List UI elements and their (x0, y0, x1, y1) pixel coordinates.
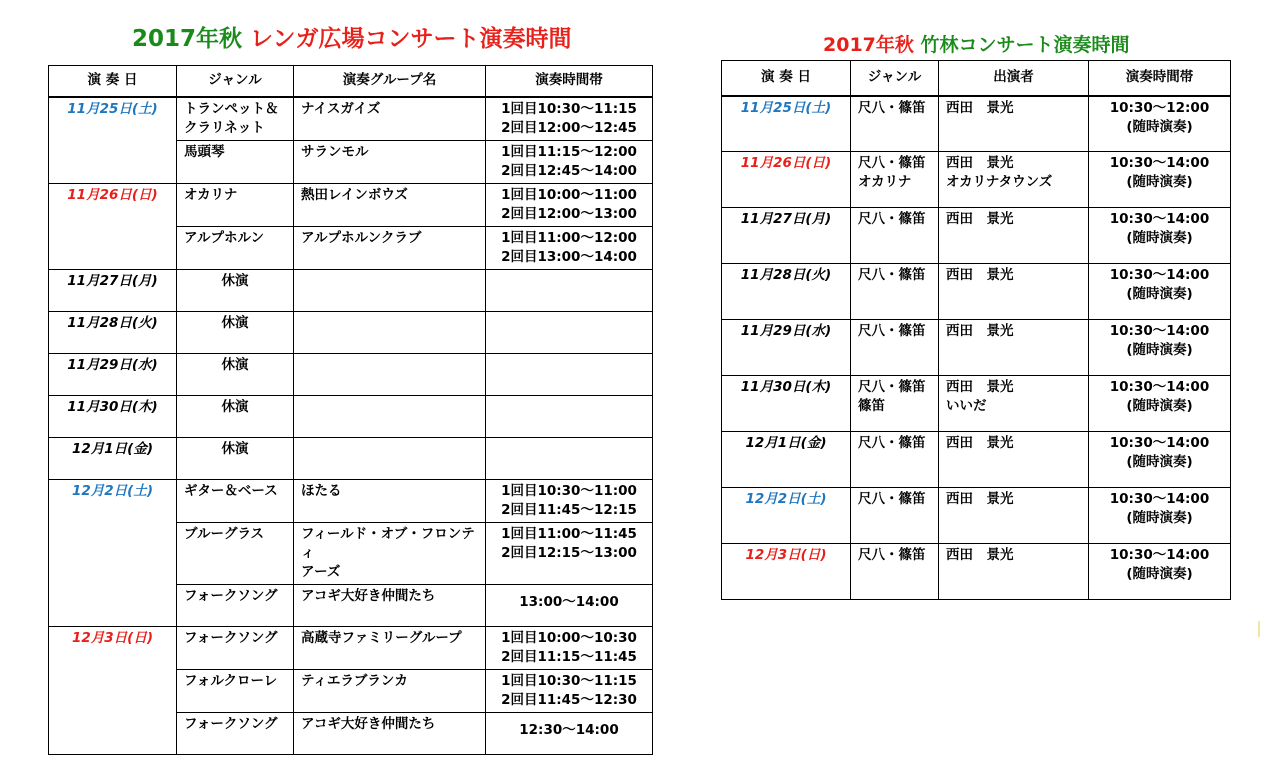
genre-cell (177, 712, 294, 754)
time-cell (486, 626, 653, 669)
time-cell (486, 140, 653, 183)
time-line: 10:30～14:00 (1109, 379, 1210, 395)
time-line: (随時演奏) (1126, 342, 1193, 358)
genre-line: オカリナ (184, 186, 238, 203)
table-row (722, 208, 1231, 264)
genre-line: 尺八・篠笛 (858, 211, 926, 227)
genre-line: 尺八・篠笛 (858, 547, 926, 563)
date-cell: 12月3日(日) (722, 544, 851, 600)
table-row (722, 488, 1231, 544)
genre-line: ブルーグラス (184, 525, 265, 542)
genre-cell (177, 97, 294, 141)
performer-cell (939, 320, 1089, 376)
genre-line: 馬頭琴 (184, 143, 225, 160)
genre-line: フォークソング (184, 587, 278, 604)
time-line: 1回目11:15～12:00 (501, 143, 637, 160)
genre-cell (851, 488, 939, 544)
time-cell (486, 226, 653, 269)
time-line: 10:30～14:00 (1109, 435, 1210, 451)
genre-cell (851, 320, 939, 376)
performer-cell (939, 376, 1089, 432)
group-cell (294, 522, 486, 584)
performer-cell (939, 96, 1089, 152)
time-cell (486, 522, 653, 584)
time-line: (随時演奏) (1126, 510, 1193, 526)
time-cell (1089, 208, 1231, 264)
group-cell (294, 311, 486, 353)
left-title-text: レンガ広場コンサート演奏時間 (250, 26, 572, 52)
time-line: 10:30～14:00 (1109, 491, 1210, 507)
performer-line: 西田 景光 (946, 211, 1014, 227)
time-line: 10:30～14:00 (1109, 155, 1210, 171)
group-cell (294, 97, 486, 141)
table-row (49, 97, 653, 141)
time-line: 12:30～14:00 (519, 721, 619, 738)
performer-cell (939, 432, 1089, 488)
time-line: (随時演奏) (1126, 174, 1193, 190)
rest-cell: 休演 (177, 437, 294, 479)
time-line: 10:30～14:00 (1109, 547, 1210, 563)
group-cell (294, 669, 486, 712)
genre-line: 尺八・篠笛 (858, 491, 926, 507)
time-cell (486, 269, 653, 311)
group-cell (294, 712, 486, 754)
column-header: 出演者 (939, 61, 1089, 96)
rest-cell: 休演 (177, 353, 294, 395)
right-title-year: 2017年秋 (823, 34, 914, 56)
time-cell (1089, 320, 1231, 376)
time-line: 2回目11:45～12:15 (501, 501, 637, 518)
genre-line: クラリネット (184, 119, 265, 136)
time-cell (486, 97, 653, 141)
genre-cell (851, 432, 939, 488)
genre-line: 尺八・篠笛 (858, 323, 926, 339)
date-cell: 11月26日(日) (49, 183, 177, 269)
time-line: (随時演奏) (1126, 230, 1193, 246)
group-line: アルプホルンクラブ (301, 229, 422, 246)
rest-cell: 休演 (177, 395, 294, 437)
date-cell: 12月2日(土) (722, 488, 851, 544)
genre-cell (177, 183, 294, 226)
time-line: 13:00～14:00 (519, 593, 619, 610)
genre-cell (851, 264, 939, 320)
genre-cell (851, 544, 939, 600)
table-row (49, 479, 653, 522)
genre-line: フォルクローレ (184, 672, 278, 689)
table-row (49, 353, 653, 395)
right-schedule-title (823, 30, 1130, 57)
date-cell: 12月3日(日) (49, 626, 177, 754)
left-title-year: 2017年秋 (132, 26, 243, 52)
date-cell: 12月1日(金) (49, 437, 177, 479)
right-title-text: 竹林コンサート演奏時間 (920, 34, 1130, 56)
performer-line: 西田 景光 (946, 491, 1014, 507)
date-cell: 11月29日(水) (49, 353, 177, 395)
time-cell (486, 437, 653, 479)
rest-cell: 休演 (177, 269, 294, 311)
performer-cell (939, 208, 1089, 264)
time-line: 2回目11:15～11:45 (501, 648, 637, 665)
table-row (49, 311, 653, 353)
group-line: ナイスガイズ (301, 100, 381, 117)
time-cell (486, 353, 653, 395)
time-line: 1回目10:30～11:15 (501, 100, 637, 117)
genre-cell (177, 522, 294, 584)
time-line: (随時演奏) (1126, 118, 1193, 135)
table-row (722, 432, 1231, 488)
date-cell: 12月2日(土) (49, 479, 177, 626)
group-line: アコギ大好き仲間たち (301, 587, 436, 604)
group-line: フィールド・オブ・フロンティ (301, 525, 475, 561)
column-header: 演奏時間帯 (1089, 61, 1231, 96)
genre-line: ギター＆ベース (184, 482, 278, 499)
genre-line: 尺八・篠笛 (858, 379, 926, 395)
genre-cell (177, 669, 294, 712)
decorative-mark (1258, 621, 1260, 637)
genre-line: トランペット＆ (184, 100, 279, 117)
time-cell (1089, 264, 1231, 320)
date-cell: 11月29日(水) (722, 320, 851, 376)
group-cell (294, 226, 486, 269)
date-cell: 11月30日(木) (49, 395, 177, 437)
time-cell (486, 712, 653, 754)
genre-cell (851, 376, 939, 432)
time-cell (1089, 152, 1231, 208)
time-cell (486, 584, 653, 626)
genre-line: オカリナ (858, 174, 912, 190)
genre-cell (851, 96, 939, 152)
time-line: 10:30～12:00 (1109, 99, 1210, 116)
time-line: 1回目11:00～12:00 (501, 229, 637, 246)
genre-line: フォークソング (184, 629, 278, 646)
group-cell (294, 183, 486, 226)
time-cell (486, 669, 653, 712)
group-line: サランモル (301, 143, 369, 160)
time-cell (1089, 544, 1231, 600)
time-line: 1回目10:00～10:30 (501, 629, 637, 646)
performer-line: 西田 景光 (946, 323, 1014, 339)
date-cell: 11月25日(土) (722, 96, 851, 152)
time-cell (1089, 376, 1231, 432)
time-line: 10:30～14:00 (1109, 267, 1210, 283)
group-cell (294, 437, 486, 479)
performer-line: 西田 景光 (946, 435, 1014, 451)
group-cell (294, 584, 486, 626)
time-line: 10:30～14:00 (1109, 211, 1210, 227)
time-cell (1089, 488, 1231, 544)
table-row (49, 437, 653, 479)
renga-square-schedule-table (48, 65, 653, 755)
column-header: ジャンル (851, 61, 939, 96)
performer-line: 西田 景光 (946, 99, 1014, 116)
genre-line: 尺八・篠笛 (858, 155, 926, 171)
group-line: ティエラブランカ (301, 672, 408, 689)
performer-cell (939, 544, 1089, 600)
time-line: (随時演奏) (1126, 286, 1193, 302)
genre-cell (851, 208, 939, 264)
time-cell (486, 479, 653, 522)
group-line: アコギ大好き仲間たち (301, 715, 436, 732)
left-schedule-title (132, 20, 571, 53)
bamboo-grove-schedule-table (721, 60, 1231, 600)
genre-line: 尺八・篠笛 (858, 99, 926, 116)
table-row (722, 544, 1231, 600)
performer-cell (939, 488, 1089, 544)
group-cell (294, 479, 486, 522)
date-cell: 11月27日(月) (49, 269, 177, 311)
performer-line: 西田 景光 (946, 267, 1014, 283)
time-cell (1089, 432, 1231, 488)
performer-cell (939, 152, 1089, 208)
genre-line: フォークソング (184, 715, 278, 732)
column-header: 演 奏 日 (722, 61, 851, 96)
group-line: アーズ (301, 563, 341, 580)
time-cell (1089, 96, 1231, 152)
genre-line: 篠笛 (858, 398, 885, 414)
table-row (49, 183, 653, 226)
genre-cell (177, 479, 294, 522)
genre-line: 尺八・篠笛 (858, 267, 926, 283)
genre-cell (177, 140, 294, 183)
genre-line: アルプホルン (184, 229, 265, 246)
time-line: 2回目12:00～12:45 (501, 119, 637, 136)
performer-line: 西田 景光 (946, 547, 1014, 563)
performer-line: いいだ (946, 398, 987, 414)
genre-line: 尺八・篠笛 (858, 435, 926, 451)
time-line: 1回目10:00～11:00 (501, 186, 637, 203)
group-cell (294, 140, 486, 183)
time-line: 2回目11:45～12:30 (501, 691, 637, 708)
table-row (49, 395, 653, 437)
date-cell: 11月27日(月) (722, 208, 851, 264)
time-line: (随時演奏) (1126, 566, 1193, 582)
time-cell (486, 395, 653, 437)
date-cell: 11月25日(土) (49, 97, 177, 184)
rest-cell: 休演 (177, 311, 294, 353)
time-cell (486, 183, 653, 226)
time-line: 10:30～14:00 (1109, 323, 1210, 339)
column-header: 演 奏 日 (49, 66, 177, 97)
time-line: 1回目10:30～11:00 (501, 482, 637, 499)
table-row (722, 152, 1231, 208)
performer-line: 西田 景光 (946, 379, 1014, 395)
performer-line: 西田 景光 (946, 155, 1014, 171)
header-row (49, 66, 653, 97)
time-line: (随時演奏) (1126, 398, 1193, 414)
column-header: 演奏時間帯 (486, 66, 653, 97)
time-line: 2回目12:45～14:00 (501, 162, 637, 179)
date-cell: 11月30日(木) (722, 376, 851, 432)
table-row (49, 269, 653, 311)
header-row (722, 61, 1231, 96)
table-row (722, 264, 1231, 320)
time-cell (486, 311, 653, 353)
table-row (722, 320, 1231, 376)
column-header: ジャンル (177, 66, 294, 97)
genre-cell (851, 152, 939, 208)
time-line: 2回目12:00～13:00 (501, 205, 637, 222)
time-line: 1回目11:00～11:45 (501, 525, 637, 542)
group-line: 熱田レインボウズ (301, 186, 408, 203)
genre-cell (177, 226, 294, 269)
time-line: 2回目12:15～13:00 (501, 544, 637, 561)
genre-cell (177, 584, 294, 626)
group-cell (294, 395, 486, 437)
performer-line: オカリナタウンズ (946, 174, 1053, 190)
group-line: 高蔵寺ファミリーグループ (301, 629, 462, 646)
group-line: ほたる (301, 482, 342, 499)
group-cell (294, 626, 486, 669)
time-line: 1回目10:30～11:15 (501, 672, 637, 689)
time-line: (随時演奏) (1126, 454, 1193, 470)
table-row (49, 626, 653, 669)
genre-cell (177, 626, 294, 669)
date-cell: 12月1日(金) (722, 432, 851, 488)
table-row (722, 376, 1231, 432)
performer-cell (939, 264, 1089, 320)
date-cell: 11月28日(火) (722, 264, 851, 320)
time-line: 2回目13:00～14:00 (501, 248, 637, 265)
date-cell: 11月26日(日) (722, 152, 851, 208)
group-cell (294, 353, 486, 395)
table-row (722, 96, 1231, 152)
group-cell (294, 269, 486, 311)
column-header: 演奏グループ名 (294, 66, 486, 97)
date-cell: 11月28日(火) (49, 311, 177, 353)
